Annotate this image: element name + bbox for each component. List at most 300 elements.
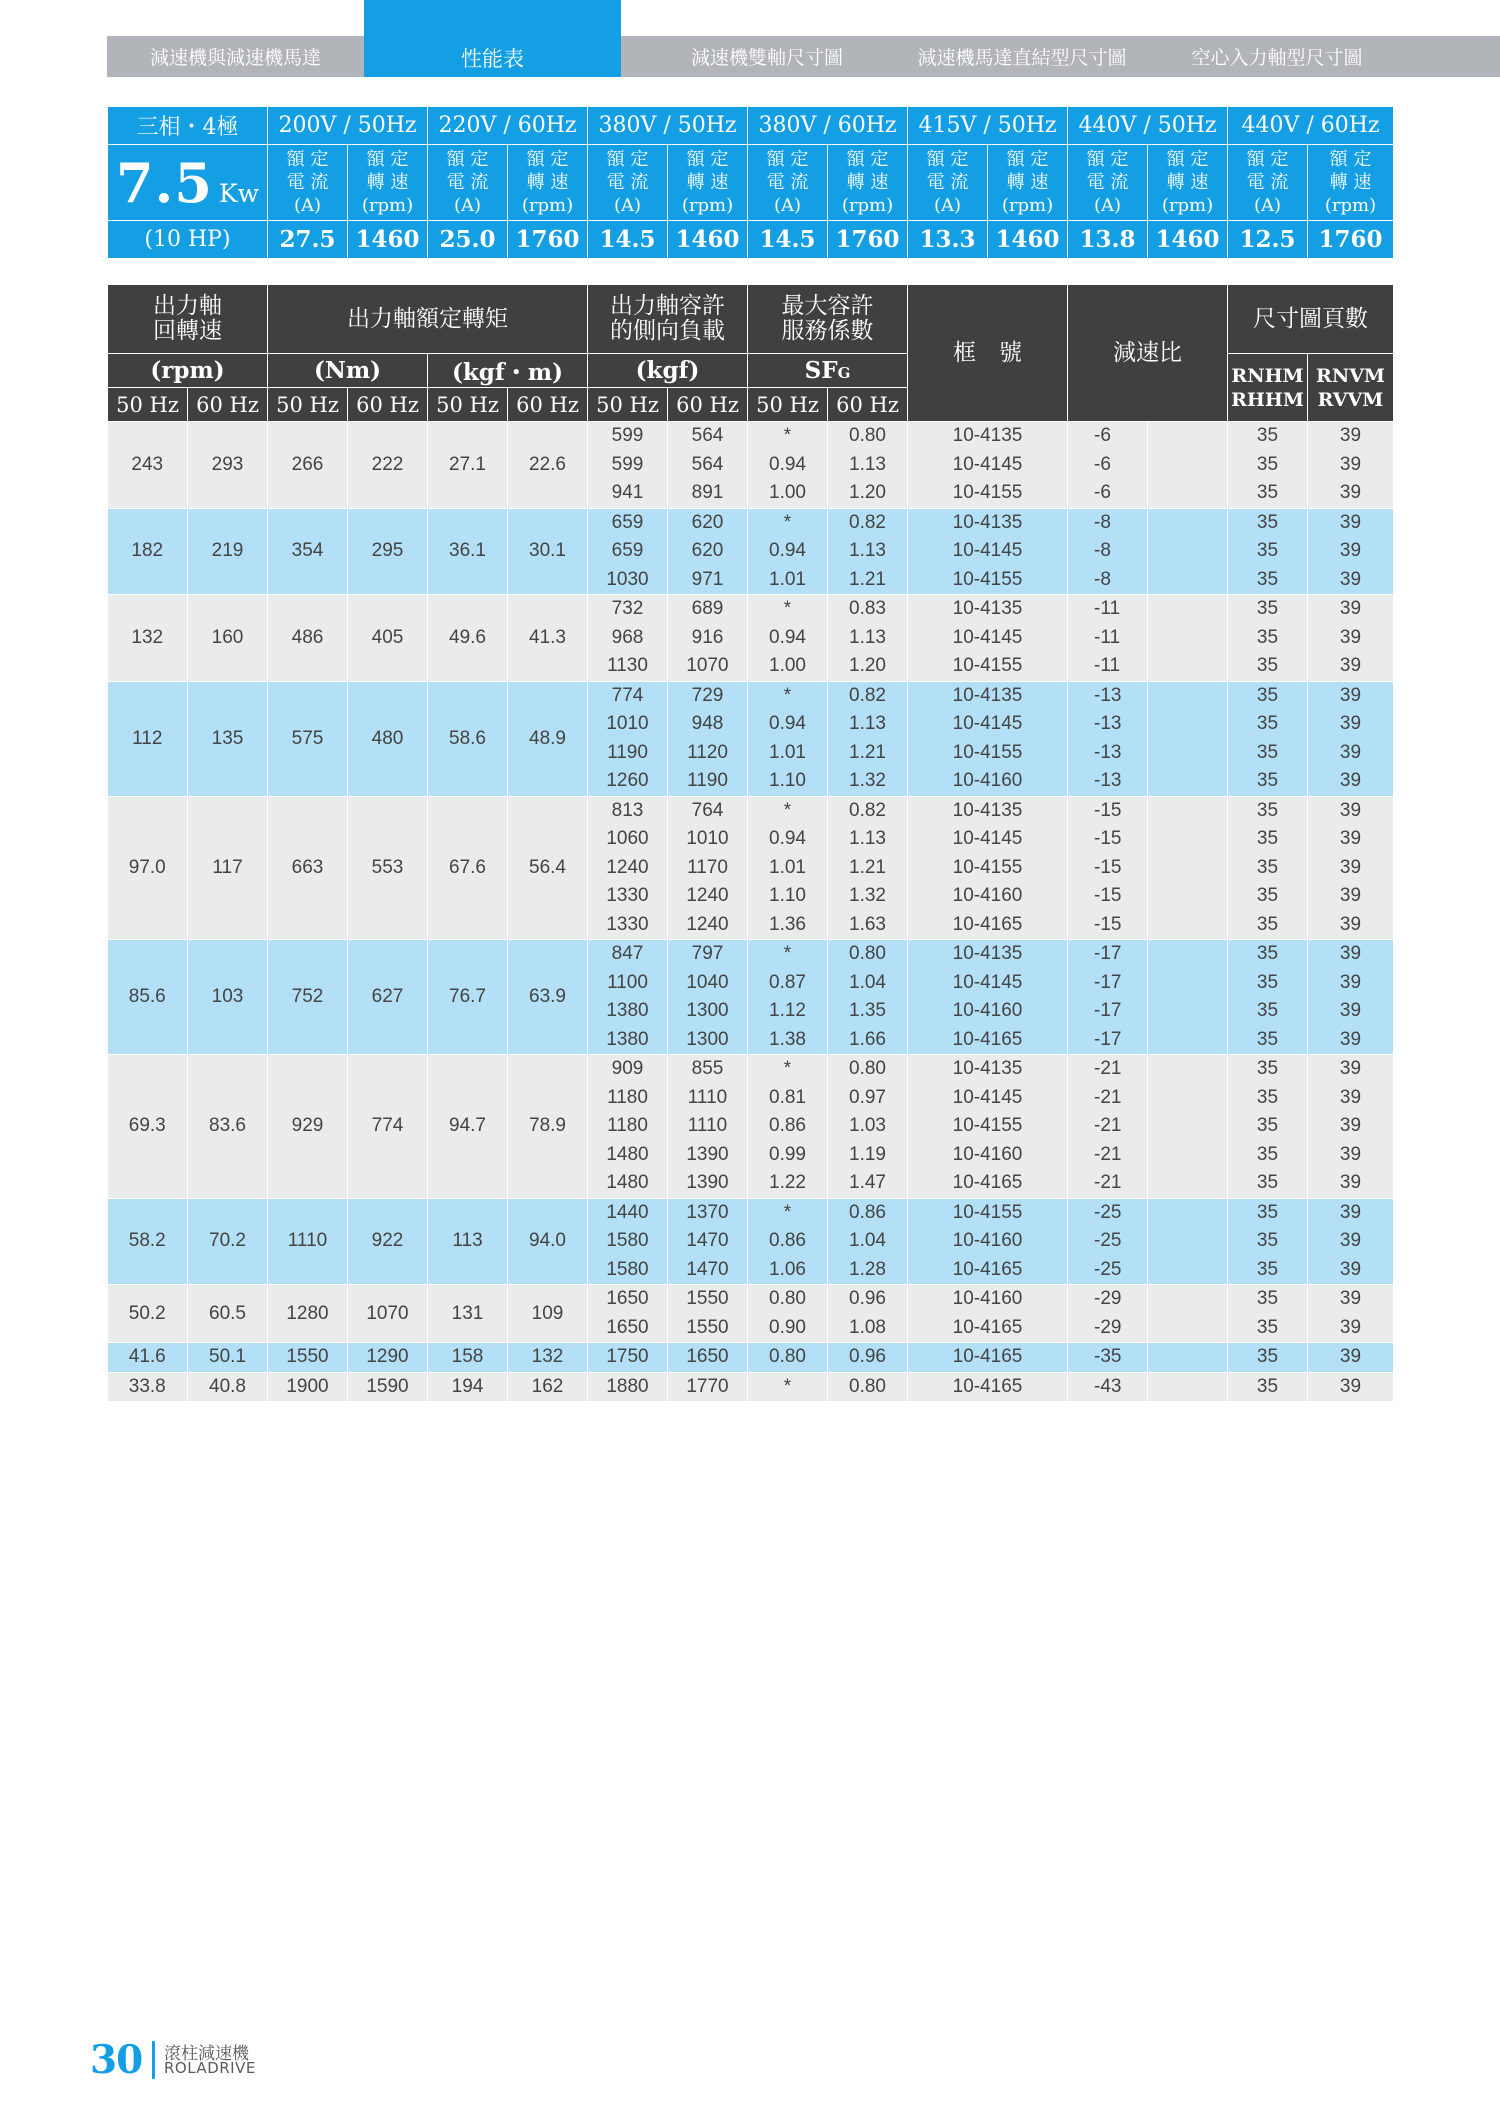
- reduction-ratio: -29: [1068, 1285, 1148, 1314]
- frame-number: 10-4165: [908, 1343, 1068, 1373]
- header-dimension-pages: 尺寸圖頁數: [1228, 285, 1394, 354]
- ratio-spacer: [1148, 1026, 1228, 1055]
- torque-nm-60hz: 627: [348, 940, 428, 1055]
- side-load-60hz: 971: [668, 566, 748, 595]
- side-load-50hz: 968: [588, 624, 668, 653]
- service-factor-50hz: *: [748, 681, 828, 710]
- side-load-50hz: 941: [588, 479, 668, 508]
- service-factor-60hz: 1.13: [828, 710, 908, 739]
- ratio-spacer: [1148, 1256, 1228, 1285]
- side-load-50hz: 1060: [588, 825, 668, 854]
- output-speed-50hz: 33.8: [108, 1372, 188, 1401]
- page-number: 30: [90, 2037, 143, 2083]
- torque-kgfm-50hz: 58.6: [428, 681, 508, 796]
- dim-page-rnhm: 35: [1228, 1141, 1308, 1170]
- ratio-spacer: [1148, 1169, 1228, 1198]
- ratio-spacer: [1148, 566, 1228, 595]
- output-speed-60hz: 160: [188, 595, 268, 682]
- dim-page-rnhm: 35: [1228, 1112, 1308, 1141]
- label-line: 額 定: [446, 149, 489, 170]
- ratio-spacer: [1148, 537, 1228, 566]
- ratio-spacer: [1148, 1141, 1228, 1170]
- dim-page-rnvm: 39: [1308, 1256, 1394, 1285]
- dim-page-rnvm: 39: [1308, 595, 1394, 624]
- side-load-60hz: 916: [668, 624, 748, 653]
- power-value: 7.5: [115, 150, 213, 215]
- torque-kgfm-50hz: 131: [428, 1285, 508, 1343]
- tab-dual-shaft-dimensions[interactable]: 減速機雙軸尺寸圖: [690, 47, 843, 69]
- label-line: 轉 速: [1006, 172, 1049, 193]
- label-line: (A): [773, 195, 802, 216]
- rated-current-label: [1228, 145, 1308, 221]
- dim-page-rnhm: 35: [1228, 652, 1308, 681]
- rated-speed-value: 1760: [1308, 221, 1394, 259]
- torque-kgfm-50hz: 113: [428, 1198, 508, 1285]
- rated-current-label: [1068, 145, 1148, 221]
- dim-page-rnvm: 39: [1308, 1198, 1394, 1227]
- frame-number: 10-4165: [908, 1256, 1068, 1285]
- dim-page-rnvm: 39: [1308, 1227, 1394, 1256]
- side-load-50hz: 1440: [588, 1198, 668, 1227]
- reduction-ratio: -21: [1068, 1055, 1148, 1084]
- header-50hz: 50 Hz: [268, 388, 348, 422]
- frame-number: 10-4145: [908, 624, 1068, 653]
- service-factor-60hz: 1.66: [828, 1026, 908, 1055]
- side-load-50hz: 732: [588, 595, 668, 624]
- frame-number: 10-4155: [908, 479, 1068, 508]
- service-factor-60hz: 1.21: [828, 739, 908, 768]
- ratio-spacer: [1148, 882, 1228, 911]
- label-line: (rpm): [1324, 195, 1377, 216]
- reduction-ratio: -8: [1068, 537, 1148, 566]
- frame-number: 10-4155: [908, 1198, 1068, 1227]
- frame-number: 10-4160: [908, 1285, 1068, 1314]
- side-load-50hz: 1580: [588, 1256, 668, 1285]
- side-load-50hz: 1650: [588, 1314, 668, 1343]
- dim-page-rnvm: 39: [1308, 1026, 1394, 1055]
- voltage-header: 440V / 60Hz: [1228, 107, 1394, 145]
- header-text: RVVM: [1317, 388, 1384, 411]
- dim-page-rnvm: 39: [1308, 911, 1394, 940]
- frame-number: 10-4145: [908, 710, 1068, 739]
- side-load-50hz: 847: [588, 940, 668, 969]
- voltage-header: 380V / 60Hz: [748, 107, 908, 145]
- dim-page-rnhm: 35: [1228, 451, 1308, 480]
- side-load-60hz: 764: [668, 796, 748, 825]
- side-load-60hz: 1070: [668, 652, 748, 681]
- label-line: 額 定: [1246, 149, 1289, 170]
- reduction-ratio: -21: [1068, 1141, 1148, 1170]
- output-speed-50hz: 182: [108, 508, 188, 595]
- voltage-header: 440V / 50Hz: [1068, 107, 1228, 145]
- reduction-ratio: -11: [1068, 595, 1148, 624]
- reduction-ratio: -43: [1068, 1372, 1148, 1401]
- reduction-ratio: -25: [1068, 1227, 1148, 1256]
- service-factor-60hz: 1.20: [828, 479, 908, 508]
- rated-speed-label: [828, 145, 908, 221]
- dim-page-rnhm: 35: [1228, 624, 1308, 653]
- service-factor-50hz: 1.00: [748, 652, 828, 681]
- side-load-60hz: 1550: [668, 1314, 748, 1343]
- dim-page-rnhm: 35: [1228, 940, 1308, 969]
- side-load-60hz: 1120: [668, 739, 748, 768]
- header-speed-unit: (rpm): [108, 354, 268, 388]
- label-line: (rpm): [361, 195, 414, 216]
- torque-kgfm-50hz: 158: [428, 1343, 508, 1373]
- service-factor-50hz: 1.22: [748, 1169, 828, 1198]
- dim-page-rnhm: 35: [1228, 479, 1308, 508]
- service-factor-50hz: 0.90: [748, 1314, 828, 1343]
- label-line: 電 流: [446, 172, 489, 193]
- torque-kgfm-60hz: 109: [508, 1285, 588, 1343]
- header-text: 的側向負載: [610, 318, 725, 344]
- output-speed-50hz: 58.2: [108, 1198, 188, 1285]
- table-row: [108, 1343, 1394, 1373]
- service-factor-60hz: 0.82: [828, 681, 908, 710]
- dim-page-rnvm: 39: [1308, 652, 1394, 681]
- ratio-spacer: [1148, 479, 1228, 508]
- label-line: (A): [293, 195, 322, 216]
- side-load-60hz: 689: [668, 595, 748, 624]
- dim-page-rnhm: 35: [1228, 825, 1308, 854]
- service-factor-50hz: 0.94: [748, 537, 828, 566]
- service-factor-50hz: *: [748, 595, 828, 624]
- reduction-ratio: -13: [1068, 739, 1148, 768]
- ratio-spacer: [1148, 854, 1228, 883]
- side-load-60hz: 1300: [668, 1026, 748, 1055]
- reduction-ratio: -15: [1068, 825, 1148, 854]
- dim-page-rnhm: 35: [1228, 1227, 1308, 1256]
- service-factor-50hz: 0.87: [748, 969, 828, 998]
- service-factor-50hz: 0.94: [748, 624, 828, 653]
- ratio-spacer: [1148, 1285, 1228, 1314]
- reduction-ratio: -17: [1068, 997, 1148, 1026]
- side-load-50hz: 813: [588, 796, 668, 825]
- side-load-60hz: 564: [668, 451, 748, 480]
- label-line: 額 定: [846, 149, 889, 170]
- label-line: (rpm): [1001, 195, 1054, 216]
- service-factor-60hz: 0.86: [828, 1198, 908, 1227]
- rated-current-value: 12.5: [1228, 221, 1308, 259]
- ratio-spacer: [1148, 595, 1228, 624]
- label-line: (rpm): [841, 195, 894, 216]
- torque-nm-60hz: 1590: [348, 1372, 428, 1401]
- ratio-spacer: [1148, 796, 1228, 825]
- dim-page-rnhm: 35: [1228, 1055, 1308, 1084]
- dim-page-rnvm: 39: [1308, 1372, 1394, 1401]
- rated-current-label: [908, 145, 988, 221]
- table-row: [108, 595, 1394, 624]
- label-line: (A): [933, 195, 962, 216]
- dim-page-rnvm: 39: [1308, 1314, 1394, 1343]
- label-line: 電 流: [606, 172, 649, 193]
- side-load-50hz: 1480: [588, 1169, 668, 1198]
- top-navigation: [107, 0, 1500, 77]
- rated-speed-value: 1460: [668, 221, 748, 259]
- header-60hz: 60 Hz: [508, 388, 588, 422]
- label-line: 額 定: [1166, 149, 1209, 170]
- frame-number: 10-4155: [908, 1112, 1068, 1141]
- table-row: [108, 796, 1394, 825]
- label-line: 轉 速: [846, 172, 889, 193]
- torque-nm-50hz: 1280: [268, 1285, 348, 1343]
- dim-page-rnhm: 35: [1228, 969, 1308, 998]
- frame-number: 10-4145: [908, 537, 1068, 566]
- dim-page-rnhm: 35: [1228, 1198, 1308, 1227]
- frame-number: 10-4165: [908, 1169, 1068, 1198]
- table-row: [108, 508, 1394, 537]
- side-load-60hz: 1470: [668, 1227, 748, 1256]
- service-factor-60hz: 1.13: [828, 537, 908, 566]
- service-factor-60hz: 0.80: [828, 1372, 908, 1401]
- ratio-spacer: [1148, 997, 1228, 1026]
- header-50hz: 50 Hz: [588, 388, 668, 422]
- header-text: RHHM: [1231, 388, 1304, 411]
- side-load-50hz: 1750: [588, 1343, 668, 1373]
- header-50hz: 50 Hz: [428, 388, 508, 422]
- reduction-ratio: -11: [1068, 624, 1148, 653]
- rated-current-value: 13.3: [908, 221, 988, 259]
- ratio-spacer: [1148, 739, 1228, 768]
- service-factor-50hz: 0.94: [748, 710, 828, 739]
- output-speed-60hz: 60.5: [188, 1285, 268, 1343]
- label-line: (A): [613, 195, 642, 216]
- table-row: [108, 422, 1394, 451]
- label-line: 額 定: [366, 149, 409, 170]
- header-kgfm-unit: (kgf・m): [428, 354, 588, 388]
- output-speed-50hz: 41.6: [108, 1343, 188, 1373]
- side-load-50hz: 1330: [588, 911, 668, 940]
- dim-page-rnhm: 35: [1228, 767, 1308, 796]
- table-row: [108, 940, 1394, 969]
- side-load-50hz: 1380: [588, 997, 668, 1026]
- output-speed-50hz: 85.6: [108, 940, 188, 1055]
- side-load-50hz: 1480: [588, 1141, 668, 1170]
- dim-page-rnhm: 35: [1228, 1285, 1308, 1314]
- frame-number: 10-4155: [908, 652, 1068, 681]
- table-row: [108, 1198, 1394, 1227]
- side-load-50hz: 1180: [588, 1084, 668, 1113]
- side-load-60hz: 1390: [668, 1141, 748, 1170]
- frame-number: 10-4165: [908, 1314, 1068, 1343]
- label-line: 電 流: [766, 172, 809, 193]
- side-load-60hz: 797: [668, 940, 748, 969]
- header-text: 出力軸: [153, 293, 222, 319]
- dim-page-rnvm: 39: [1308, 739, 1394, 768]
- dim-page-rnvm: 39: [1308, 422, 1394, 451]
- voltage-header: 200V / 50Hz: [268, 107, 428, 145]
- side-load-50hz: 774: [588, 681, 668, 710]
- reduction-ratio: -21: [1068, 1112, 1148, 1141]
- service-factor-50hz: 0.86: [748, 1112, 828, 1141]
- ratio-spacer: [1148, 1343, 1228, 1373]
- side-load-50hz: 599: [588, 451, 668, 480]
- header-text: 出力軸容許: [610, 293, 725, 319]
- side-load-60hz: 1770: [668, 1372, 748, 1401]
- side-load-50hz: 1100: [588, 969, 668, 998]
- service-factor-50hz: 1.10: [748, 767, 828, 796]
- voltage-header: 380V / 50Hz: [588, 107, 748, 145]
- output-speed-60hz: 40.8: [188, 1372, 268, 1401]
- service-factor-60hz: 1.04: [828, 1227, 908, 1256]
- footer-divider: [152, 2041, 155, 2079]
- dim-page-rnhm: 35: [1228, 1026, 1308, 1055]
- header-nm-unit: (Nm): [268, 354, 428, 388]
- torque-kgfm-50hz: 49.6: [428, 595, 508, 682]
- dim-page-rnvm: 39: [1308, 882, 1394, 911]
- torque-nm-50hz: 1550: [268, 1343, 348, 1373]
- torque-kgfm-60hz: 63.9: [508, 940, 588, 1055]
- rated-speed-value: 1760: [828, 221, 908, 259]
- side-load-50hz: 1010: [588, 710, 668, 739]
- side-load-60hz: 1110: [668, 1084, 748, 1113]
- torque-kgfm-60hz: 56.4: [508, 796, 588, 940]
- header-50hz: 50 Hz: [108, 388, 188, 422]
- reduction-ratio: -15: [1068, 911, 1148, 940]
- label-line: (A): [1253, 195, 1282, 216]
- header-50hz: 50 Hz: [748, 388, 828, 422]
- torque-nm-60hz: 222: [348, 422, 428, 509]
- dim-page-rnhm: 35: [1228, 681, 1308, 710]
- reduction-ratio: -29: [1068, 1314, 1148, 1343]
- dim-page-rnhm: 35: [1228, 997, 1308, 1026]
- ratio-spacer: [1148, 940, 1228, 969]
- dim-page-rnvm: 39: [1308, 969, 1394, 998]
- side-load-60hz: 1240: [668, 882, 748, 911]
- side-load-60hz: 1010: [668, 825, 748, 854]
- table-row: [108, 1372, 1394, 1401]
- output-speed-50hz: 69.3: [108, 1055, 188, 1199]
- dim-page-rnhm: 35: [1228, 537, 1308, 566]
- service-factor-60hz: 1.28: [828, 1256, 908, 1285]
- dim-page-rnvm: 39: [1308, 681, 1394, 710]
- header-60hz: 60 Hz: [668, 388, 748, 422]
- dim-page-rnhm: 35: [1228, 1169, 1308, 1198]
- dim-page-rnvm: 39: [1308, 1141, 1394, 1170]
- brand-name-en: ROLADRIVE: [164, 2059, 256, 2077]
- output-speed-60hz: 103: [188, 940, 268, 1055]
- service-factor-60hz: 1.47: [828, 1169, 908, 1198]
- side-load-60hz: 564: [668, 422, 748, 451]
- header-ratio: 減速比: [1068, 285, 1228, 422]
- label-line: 額 定: [926, 149, 969, 170]
- frame-number: 10-4160: [908, 767, 1068, 796]
- rated-speed-value: 1460: [988, 221, 1068, 259]
- torque-kgfm-60hz: 22.6: [508, 422, 588, 509]
- torque-nm-60hz: 295: [348, 508, 428, 595]
- tab-direct-coupled-dimensions[interactable]: 減速機馬達直結型尺寸圖: [917, 47, 1127, 69]
- reduction-ratio: -8: [1068, 566, 1148, 595]
- torque-nm-60hz: 922: [348, 1198, 428, 1285]
- tab-reducer-and-motor[interactable]: 減速機與減速機馬達: [149, 47, 321, 69]
- torque-kgfm-60hz: 30.1: [508, 508, 588, 595]
- header-60hz: 60 Hz: [188, 388, 268, 422]
- dim-page-rnhm: 35: [1228, 1343, 1308, 1373]
- rated-speed-label: [988, 145, 1068, 221]
- service-factor-60hz: 1.13: [828, 451, 908, 480]
- side-load-60hz: 1650: [668, 1343, 748, 1373]
- torque-nm-60hz: 1290: [348, 1343, 428, 1373]
- side-load-60hz: 1040: [668, 969, 748, 998]
- rated-speed-label: [348, 145, 428, 221]
- output-speed-60hz: 135: [188, 681, 268, 796]
- ratio-spacer: [1148, 767, 1228, 796]
- label-line: (A): [453, 195, 482, 216]
- dim-page-rnvm: 39: [1308, 1343, 1394, 1373]
- service-factor-50hz: 1.01: [748, 739, 828, 768]
- side-load-60hz: 1190: [668, 767, 748, 796]
- service-factor-50hz: 0.80: [748, 1285, 828, 1314]
- ratio-spacer: [1148, 1227, 1228, 1256]
- ratio-spacer: [1148, 969, 1228, 998]
- service-factor-50hz: *: [748, 422, 828, 451]
- table-row: [108, 1285, 1394, 1314]
- ratio-spacer: [1148, 1055, 1228, 1084]
- frame-number: 10-4135: [908, 796, 1068, 825]
- tab-performance-table[interactable]: 性能表: [364, 0, 621, 77]
- brand-name: 滾柱減速機: [164, 2044, 249, 2064]
- output-speed-60hz: 83.6: [188, 1055, 268, 1199]
- frame-number: 10-4135: [908, 508, 1068, 537]
- reduction-ratio: -17: [1068, 969, 1148, 998]
- dim-page-rnvm: 39: [1308, 997, 1394, 1026]
- output-speed-60hz: 293: [188, 422, 268, 509]
- side-load-60hz: 729: [668, 681, 748, 710]
- service-factor-60hz: 1.21: [828, 854, 908, 883]
- rated-current-value: 13.8: [1068, 221, 1148, 259]
- ratio-spacer: [1148, 624, 1228, 653]
- service-factor-50hz: 0.94: [748, 825, 828, 854]
- header-rated-torque: 出力軸額定轉矩: [268, 285, 588, 354]
- torque-kgfm-50hz: 76.7: [428, 940, 508, 1055]
- tab-hollow-input-dimensions[interactable]: 空心入力軸型尺寸圖: [1191, 47, 1363, 69]
- reduction-ratio: -15: [1068, 854, 1148, 883]
- label-line: (rpm): [1161, 195, 1214, 216]
- header-60hz: 60 Hz: [348, 388, 428, 422]
- side-load-60hz: 1370: [668, 1198, 748, 1227]
- performance-table-body: [108, 422, 1394, 1402]
- rated-speed-label: [668, 145, 748, 221]
- label-line: 轉 速: [1329, 172, 1372, 193]
- dim-page-rnvm: 39: [1308, 451, 1394, 480]
- label-line: 額 定: [766, 149, 809, 170]
- reduction-ratio: -11: [1068, 652, 1148, 681]
- torque-kgfm-60hz: 41.3: [508, 595, 588, 682]
- service-factor-50hz: 0.80: [748, 1343, 828, 1373]
- voltage-header: 220V / 60Hz: [428, 107, 588, 145]
- service-factor-60hz: 0.82: [828, 796, 908, 825]
- service-factor-60hz: 1.32: [828, 882, 908, 911]
- dim-page-rnvm: 39: [1308, 767, 1394, 796]
- power-unit: Kw: [218, 178, 260, 208]
- reduction-ratio: -6: [1068, 479, 1148, 508]
- dim-page-rnvm: 39: [1308, 796, 1394, 825]
- output-speed-50hz: 97.0: [108, 796, 188, 940]
- side-load-50hz: 659: [588, 508, 668, 537]
- service-factor-60hz: 0.97: [828, 1084, 908, 1113]
- torque-nm-50hz: 929: [268, 1055, 348, 1199]
- side-load-50hz: 909: [588, 1055, 668, 1084]
- dim-page-rnvm: 39: [1308, 825, 1394, 854]
- torque-kgfm-60hz: 78.9: [508, 1055, 588, 1199]
- output-speed-60hz: 117: [188, 796, 268, 940]
- rated-current-value: 14.5: [588, 221, 668, 259]
- ratio-spacer: [1148, 1198, 1228, 1227]
- reduction-ratio: -35: [1068, 1343, 1148, 1373]
- dim-page-rnhm: 35: [1228, 882, 1308, 911]
- side-load-60hz: 1300: [668, 997, 748, 1026]
- ratio-spacer: [1148, 422, 1228, 451]
